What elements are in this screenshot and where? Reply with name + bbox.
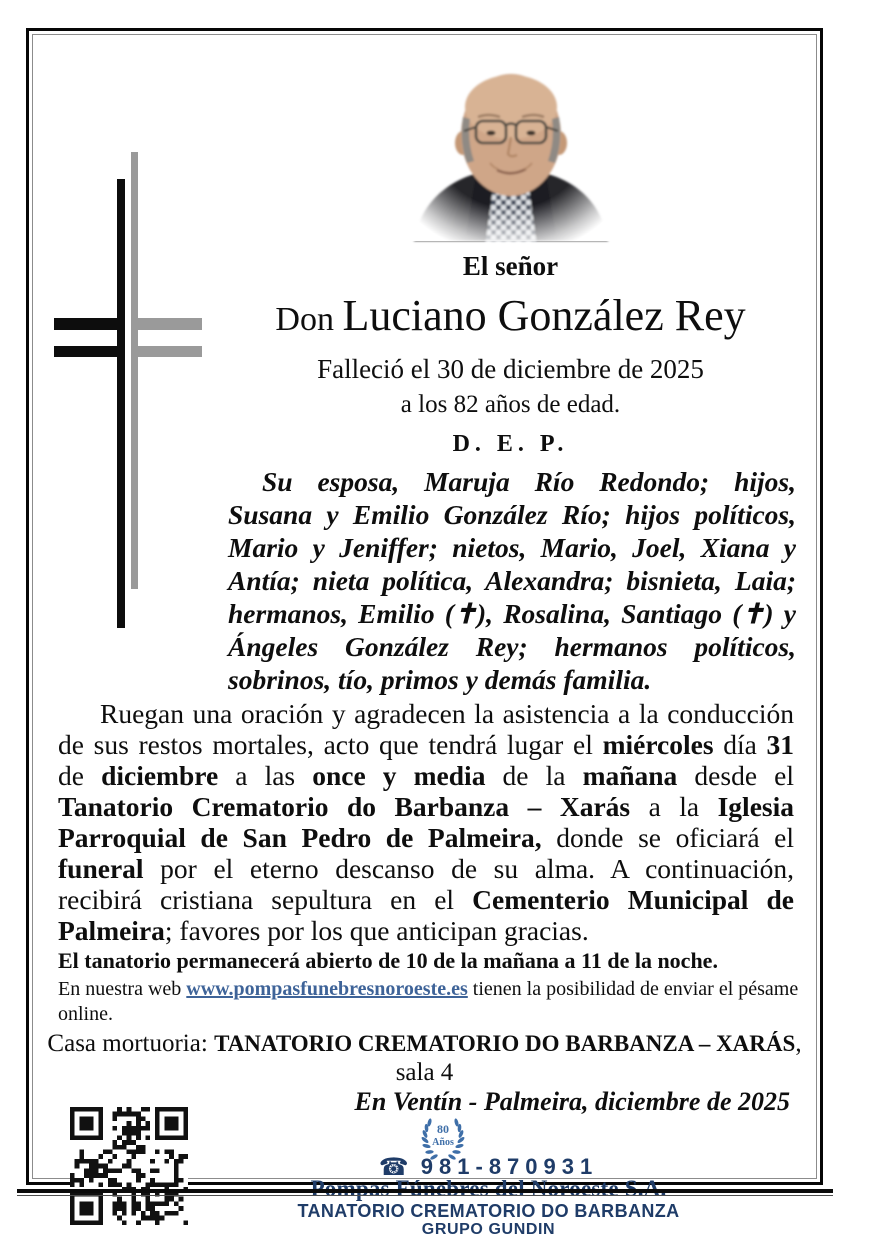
name-prefix: Don (275, 301, 343, 338)
deceased-name (209, 291, 812, 345)
tanatorio-hours-line: El tanatorio permanecerá abierto de 10 de la mañana a 11 de la noche. (58, 948, 718, 973)
telephone-icon: ☎ (378, 1153, 409, 1181)
cross-arm-upper-gray (131, 318, 202, 330)
anniversary-number: 80 (437, 1122, 449, 1136)
casa-value: TANATORIO CREMATORIO DO BARBANZA – XARÁS (214, 1031, 796, 1056)
anniversary-word: Años (432, 1137, 454, 1148)
family-paragraph: Su esposa, Maruja Río Redondo; hijos, Susana y Emilio González Río; hijos políticos, Mario y Jeniffer; nietos, Mario, Joel, Xiana y Antía; nieta política, Alexandra; bisnieta, Laia; hermanos, Emilio (✝), Rosalina, Santiago (✝) y Ángeles González Rey; hermanos políticos, sobrinos, tío, primos y demás familia. (228, 466, 796, 695)
name-main: Luciano González Rey (342, 291, 746, 340)
facility-name: TANATORIO CREMATORIO DO BARBANZA (297, 1201, 680, 1221)
phone-number: 981-870931 (420, 1154, 599, 1179)
card-content (37, 39, 812, 1238)
cross-arm-lower-black (54, 346, 125, 357)
footer-zone (37, 1117, 812, 1241)
cross-arm-lower-gray (131, 346, 202, 357)
web-condolences-line (58, 977, 812, 1027)
web-suffix: tienen la posibilidad de enviar el pésame online. (58, 978, 799, 1025)
place-date-line: En Ventín - Palmeira, diciembre de 2025 (354, 1087, 790, 1116)
double-cross-icon (37, 39, 257, 679)
casa-suffix: , sala 4 (395, 1030, 802, 1086)
death-date-line: Falleció el 30 de diciembre de 2025 (317, 354, 704, 384)
cross-arm-upper-black (54, 318, 125, 330)
dep-line: D. E. P. (452, 431, 569, 457)
age-line: a los 82 años de edad. (400, 391, 621, 418)
condolences-link[interactable]: www.pompasfunebresnoroeste.es (186, 978, 468, 1000)
funeral-home-block (101, 1153, 876, 1239)
casa-mortuoria-line (37, 1029, 812, 1087)
phone-line (101, 1153, 876, 1181)
casa-label: Casa mortuoria: (47, 1030, 215, 1057)
bottom-scan-line (17, 1189, 833, 1196)
portrait-photo (406, 55, 616, 241)
company-name: Pompas Fúnebres del Noroeste S.A. (310, 1176, 667, 1201)
honorific-line: El señor (462, 251, 559, 281)
cross-vertical-black (117, 179, 125, 628)
group-name: GRUPO GUNDIN (421, 1221, 556, 1238)
obituary-card (26, 28, 823, 1238)
web-prefix: En nuestra web (58, 978, 187, 1000)
cross-vertical-gray (131, 152, 138, 589)
announcement-paragraph: Ruegan una oración y agradecen la asistencia a la conducción de sus restos mortales, acto que tendrá lugar el miércoles día 31 de diciembre a las once y media de la mañana desde el Tanatorio Crematorio do Barbanza – Xarás a la Iglesia Parroquial de San Pedro de Palmeira, donde se oficiará el funeral por el eterno descanso de su alma. A continuación, recibirá cristiana sepultura en el Cementerio Municipal de Palmeira; favores por los que anticipan gracias. (58, 698, 794, 946)
